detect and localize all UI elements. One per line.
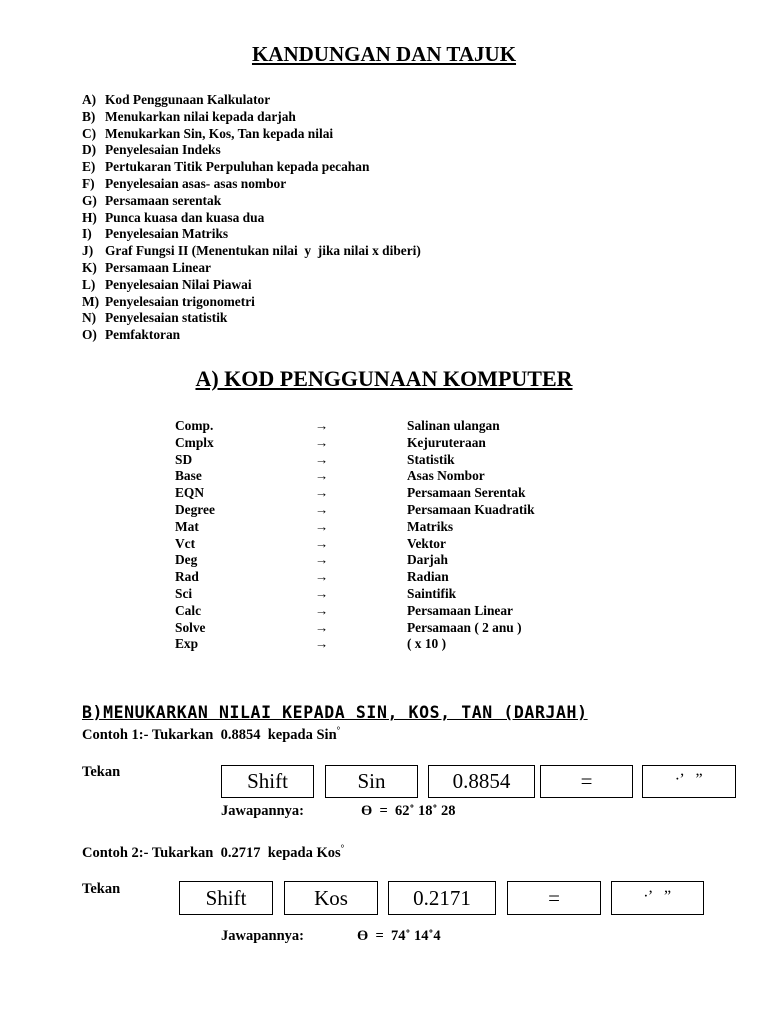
code-meaning: Radian <box>407 569 449 585</box>
tekan-label: Tekan <box>82 881 121 897</box>
contents-list <box>82 92 421 344</box>
list-item <box>82 327 421 344</box>
calc-key-sin: Sin <box>325 765 418 798</box>
item-letter: I) <box>82 226 92 242</box>
tekan-label: Tekan <box>82 764 121 780</box>
calc-key-shift: Shift <box>179 881 273 915</box>
item-letter: N) <box>82 310 97 326</box>
arrow-icon: → <box>315 585 329 601</box>
arrow-icon: → <box>315 569 329 585</box>
list-item <box>82 260 421 277</box>
code-meaning: Salinan ulangan <box>407 418 500 433</box>
list-item <box>82 294 421 311</box>
example-2-question <box>82 843 344 862</box>
example-prefix: Contoh 1:- <box>82 726 152 743</box>
section-b-heading: B)MENUKARKAN NILAI KEPADA SIN, KOS, TAN (DARJAH) <box>82 703 588 722</box>
code-name: Mat <box>175 518 199 534</box>
calc-key-equals: = <box>507 881 601 915</box>
example-1-question <box>82 725 340 744</box>
arrow-icon: → <box>315 535 329 551</box>
code-meaning: Persamaan Linear <box>407 602 513 618</box>
item-text: Penyelesaian Indeks <box>105 142 221 158</box>
example-text: Tukarkan 0.2717 kepada Kos <box>151 844 341 861</box>
calc-key-equals: = <box>540 765 633 798</box>
item-text: Persamaan Linear <box>105 259 211 275</box>
calc-key-kos: Kos <box>284 881 378 915</box>
page-title: KANDUNGAN DAN TAJUK <box>251 42 517 66</box>
calc-key-number: 0.2171 <box>388 881 496 915</box>
example-prefix: Contoh 2:- <box>82 844 152 861</box>
code-name: Exp <box>175 636 199 652</box>
code-meaning: Matriks <box>407 518 454 534</box>
item-letter: A) <box>82 92 97 107</box>
code-name: Comp. <box>175 418 214 433</box>
code-meaning: Asas Nombor <box>407 468 485 484</box>
code-name: Base <box>175 468 202 484</box>
arrow-icon: → <box>315 434 329 450</box>
list-item <box>82 226 421 243</box>
item-text: Kod Penggunaan Kalkulator <box>105 92 271 107</box>
code-name: Cmplx <box>175 434 214 450</box>
arrow-icon: → <box>315 501 329 517</box>
item-text: Penyelesaian trigonometri <box>105 293 255 309</box>
answer-value: ϴ = 62˚ 18˚ 28 <box>361 803 456 819</box>
item-text: Pertukaran Titik Perpuluhan kepada pecahan <box>105 159 370 175</box>
arrow-icon: → <box>315 451 329 467</box>
code-name: Vct <box>175 535 196 551</box>
code-meaning: Persamaan Kuadratik <box>407 501 535 517</box>
list-item <box>82 176 421 193</box>
arrow-icon: → <box>315 485 329 501</box>
arrow-icon: → <box>315 636 329 652</box>
list-item <box>82 243 421 260</box>
arrow-icon: → <box>315 518 329 534</box>
item-letter: D) <box>82 142 97 158</box>
code-meaning: Vektor <box>407 535 446 551</box>
code-name: EQN <box>175 485 205 501</box>
arrow-icon: → <box>315 602 329 618</box>
item-letter: O) <box>82 327 97 343</box>
answer-label: Jawapannya: <box>221 928 304 944</box>
item-letter: G) <box>82 192 97 208</box>
answer-label: Jawapannya: <box>221 803 304 819</box>
item-text: Menukarkan nilai kepada darjah <box>105 108 296 124</box>
arrow-icon: → <box>315 468 329 484</box>
list-item <box>82 126 421 143</box>
item-text: Punca kuasa dan kuasa dua <box>105 209 265 225</box>
item-text: Penyelesaian statistik <box>105 310 228 326</box>
list-item <box>82 142 421 159</box>
list-item <box>82 109 421 126</box>
code-meaning: Statistik <box>407 451 455 467</box>
code-meaning: ( x 10 ) <box>407 636 447 652</box>
code-meaning: Darjah <box>407 552 448 568</box>
list-item <box>82 210 421 227</box>
item-text: Pemfaktoran <box>105 327 181 343</box>
item-letter: F) <box>82 175 95 191</box>
item-letter: E) <box>82 159 96 175</box>
list-item <box>82 310 421 327</box>
code-meaning: Persamaan ( 2 anu ) <box>407 619 522 635</box>
item-letter: C) <box>82 125 97 141</box>
arrow-icon: → <box>315 619 329 635</box>
calc-key-dms: ∙’ ” <box>642 765 736 798</box>
degree-sign: ° <box>340 843 345 853</box>
code-meaning: Persamaan Serentak <box>407 485 526 501</box>
item-text: Persamaan serentak <box>105 192 222 208</box>
code-meaning: Saintifik <box>407 585 457 601</box>
item-letter: K) <box>82 259 97 275</box>
code-meaning: Kejuruteraan <box>407 434 486 450</box>
calc-key-number: 0.8854 <box>428 765 535 798</box>
code-name: Rad <box>175 569 199 585</box>
code-name: Solve <box>175 619 206 635</box>
code-name: Calc <box>175 602 202 618</box>
item-text: Penyelesaian Nilai Piawai <box>105 276 252 292</box>
item-letter: J) <box>82 243 94 259</box>
degree-sign: ° <box>336 725 341 735</box>
item-letter: B) <box>82 108 96 124</box>
list-item <box>82 92 421 109</box>
arrow-icon: → <box>315 552 329 568</box>
section-a-heading: A) KOD PENGGUNAAN KOMPUTER <box>195 366 573 391</box>
example-text: Tukarkan 0.8854 kepada Sin <box>151 726 337 743</box>
code-name: Deg <box>175 552 198 568</box>
item-text: Menukarkan Sin, Kos, Tan kepada nilai <box>105 125 334 141</box>
code-name: SD <box>175 451 193 467</box>
code-name: Degree <box>175 501 215 517</box>
list-item <box>82 277 421 294</box>
arrow-icon: → <box>315 418 329 433</box>
list-item <box>82 159 421 176</box>
calc-key-shift: Shift <box>221 765 314 798</box>
item-letter: L) <box>82 276 96 292</box>
item-text: Graf Fungsi II (Menentukan nilai y jika nilai x diberi) <box>105 243 421 259</box>
item-letter: H) <box>82 209 97 225</box>
calc-key-dms: ∙’ ” <box>611 881 704 915</box>
item-text: Penyelesaian Matriks <box>105 226 229 242</box>
answer-value: ϴ = 74˚ 14˚4 <box>357 928 441 944</box>
code-name: Sci <box>175 585 193 601</box>
list-item <box>82 193 421 210</box>
item-text: Penyelesaian asas- asas nombor <box>105 175 287 191</box>
item-letter: M) <box>82 293 100 309</box>
